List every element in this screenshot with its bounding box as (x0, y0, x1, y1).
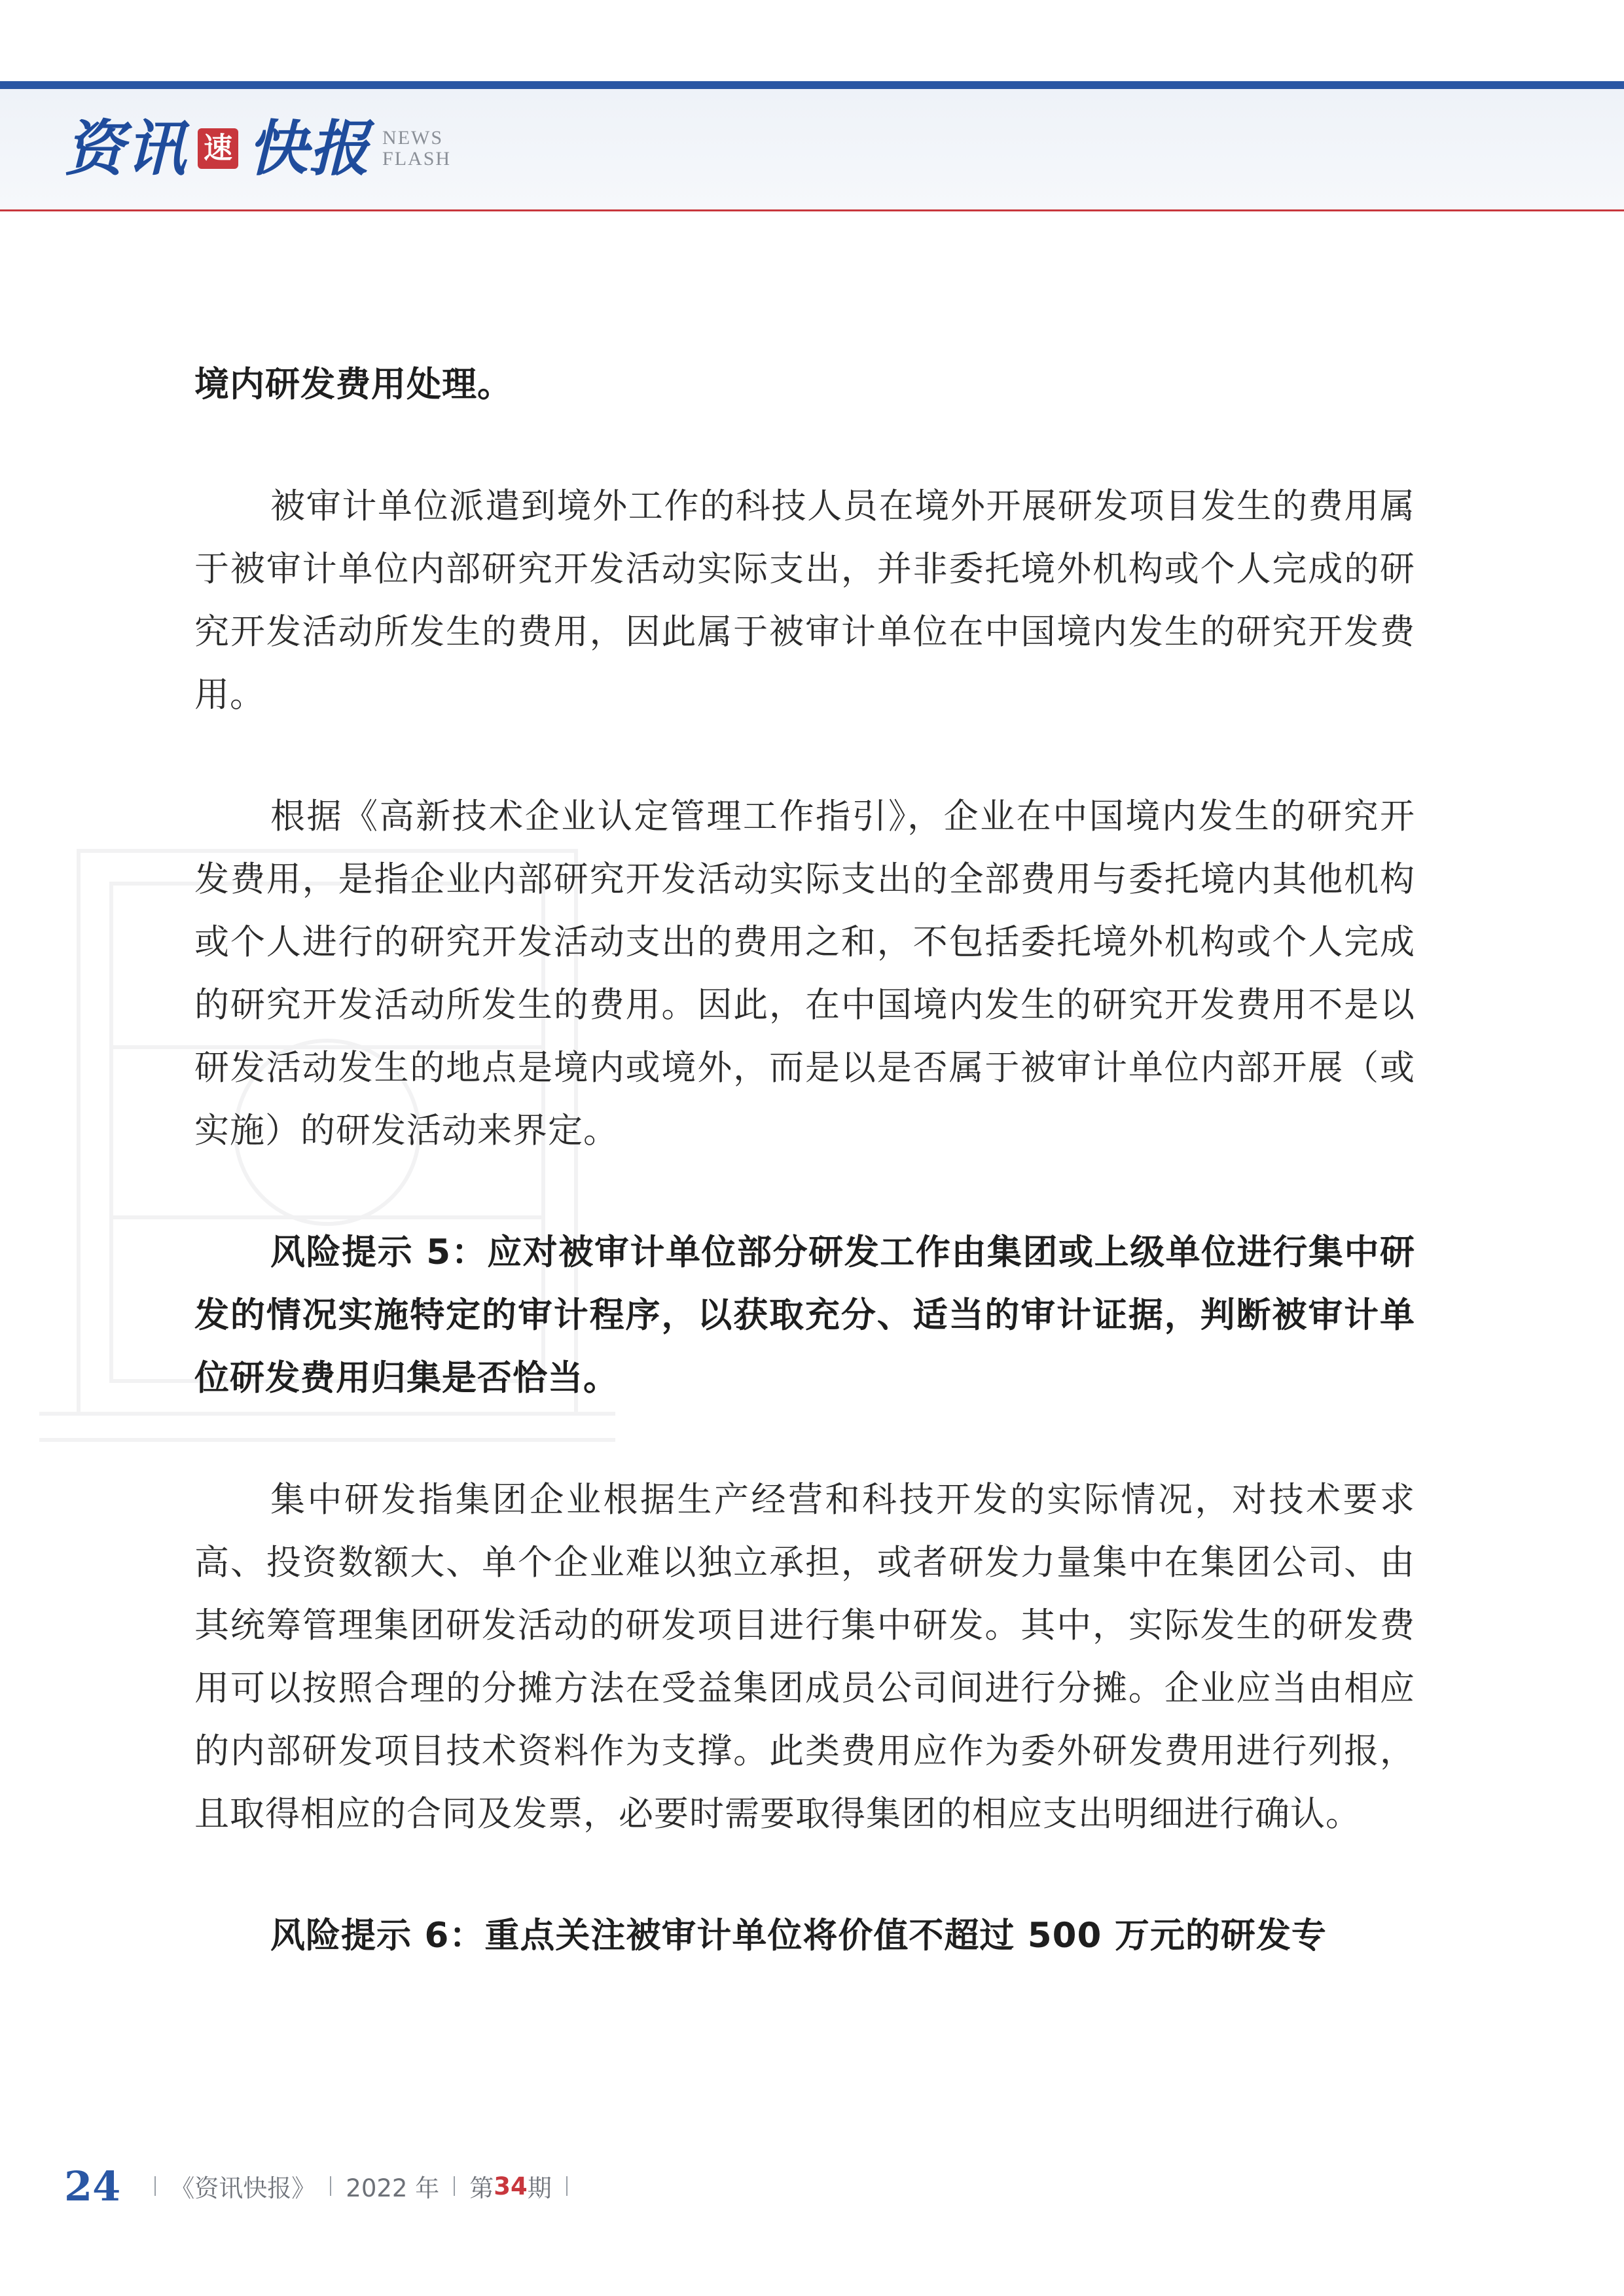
page-footer (64, 2160, 582, 2212)
issue-suffix: 期 (527, 2174, 552, 2202)
paragraph-3: 根据《高新技术企业认定管理工作指引》，企业在中国境内发生的研究开发费用，是指企业内部研究开发活动实际支出的全部费用与委托境内其他机构或个人进行的研究开发活动支出的费用之和，不包括委托境外机构或个人完成的研究开发活动所发生的费用。因此，在中国境内发生的研究开发费用不是以研发活动发生的地点是境内或境外，而是以是否属于被审计单位内部开展（或实施）的研发活动来界定。 (194, 797, 1415, 1151)
issue-number: 34 (494, 2172, 528, 2200)
risk-tip-6: 风险提示 6：重点关注被审计单位将价值不超过 500 万元的研发专 (270, 1916, 1327, 1956)
masthead-logo (64, 113, 451, 185)
publication-year: 2022 年 (346, 2174, 440, 2202)
paragraph-2: 被审计单位派遣到境外工作的科技人员在境外开展研发项目发生的费用属于被审计单位内部研究开发活动实际支出，并非委托境外机构或个人完成的研究开发活动所发生的费用，因此属于被审计单位在中国境内发生的研究开发费用。 (194, 486, 1415, 715)
risk-tip-5: 风险提示 5：应对被审计单位部分研发工作由集团或上级单位进行集中研发的情况实施特定的审计程序，以获取充分、适当的审计证据，判断被审计单位研发费用归集是否恰当。 (194, 1232, 1415, 1398)
page-number: 24 (64, 2162, 121, 2210)
paragraph-5: 集中研发指集团企业根据生产经营和科技开发的实际情况，对技术要求高、投资数额大、单个企业难以独立承担，或者研发力量集中在集团公司、由其统筹管理集团研发活动的研发项目进行集中研发。其中，实际发生的研发费用可以按照合理的分摊方法在受益集团成员公司间进行分摊。企业应当由相应的内部研发项目技术资料作为支撑。此类费用应作为委外研发费用进行列报，且取得相应的合同及发票，必要时需要取得集团的相应支出明细进行确认。 (194, 1480, 1415, 1834)
footer-divider (154, 2176, 156, 2196)
footer-divider (454, 2176, 455, 2196)
logo-seal-icon: 速 (198, 128, 238, 169)
footer-divider (566, 2176, 568, 2196)
logo-english (382, 128, 451, 170)
header-top-bar (0, 81, 1624, 89)
paragraph-1: 境内研发费用处理。 (194, 365, 513, 404)
logo-text-part2: 快报 (247, 113, 371, 184)
article-body (194, 353, 1415, 1967)
footer-divider (330, 2176, 331, 2196)
logo-english-line2: FLASH (382, 148, 452, 170)
header-rule (0, 209, 1624, 211)
logo-text-part1: 资讯 (64, 113, 188, 184)
issue-prefix: 第 (469, 2174, 494, 2202)
publication-name: 《资讯快报》 (170, 2174, 316, 2202)
logo-english-line1: NEWS (382, 127, 444, 149)
